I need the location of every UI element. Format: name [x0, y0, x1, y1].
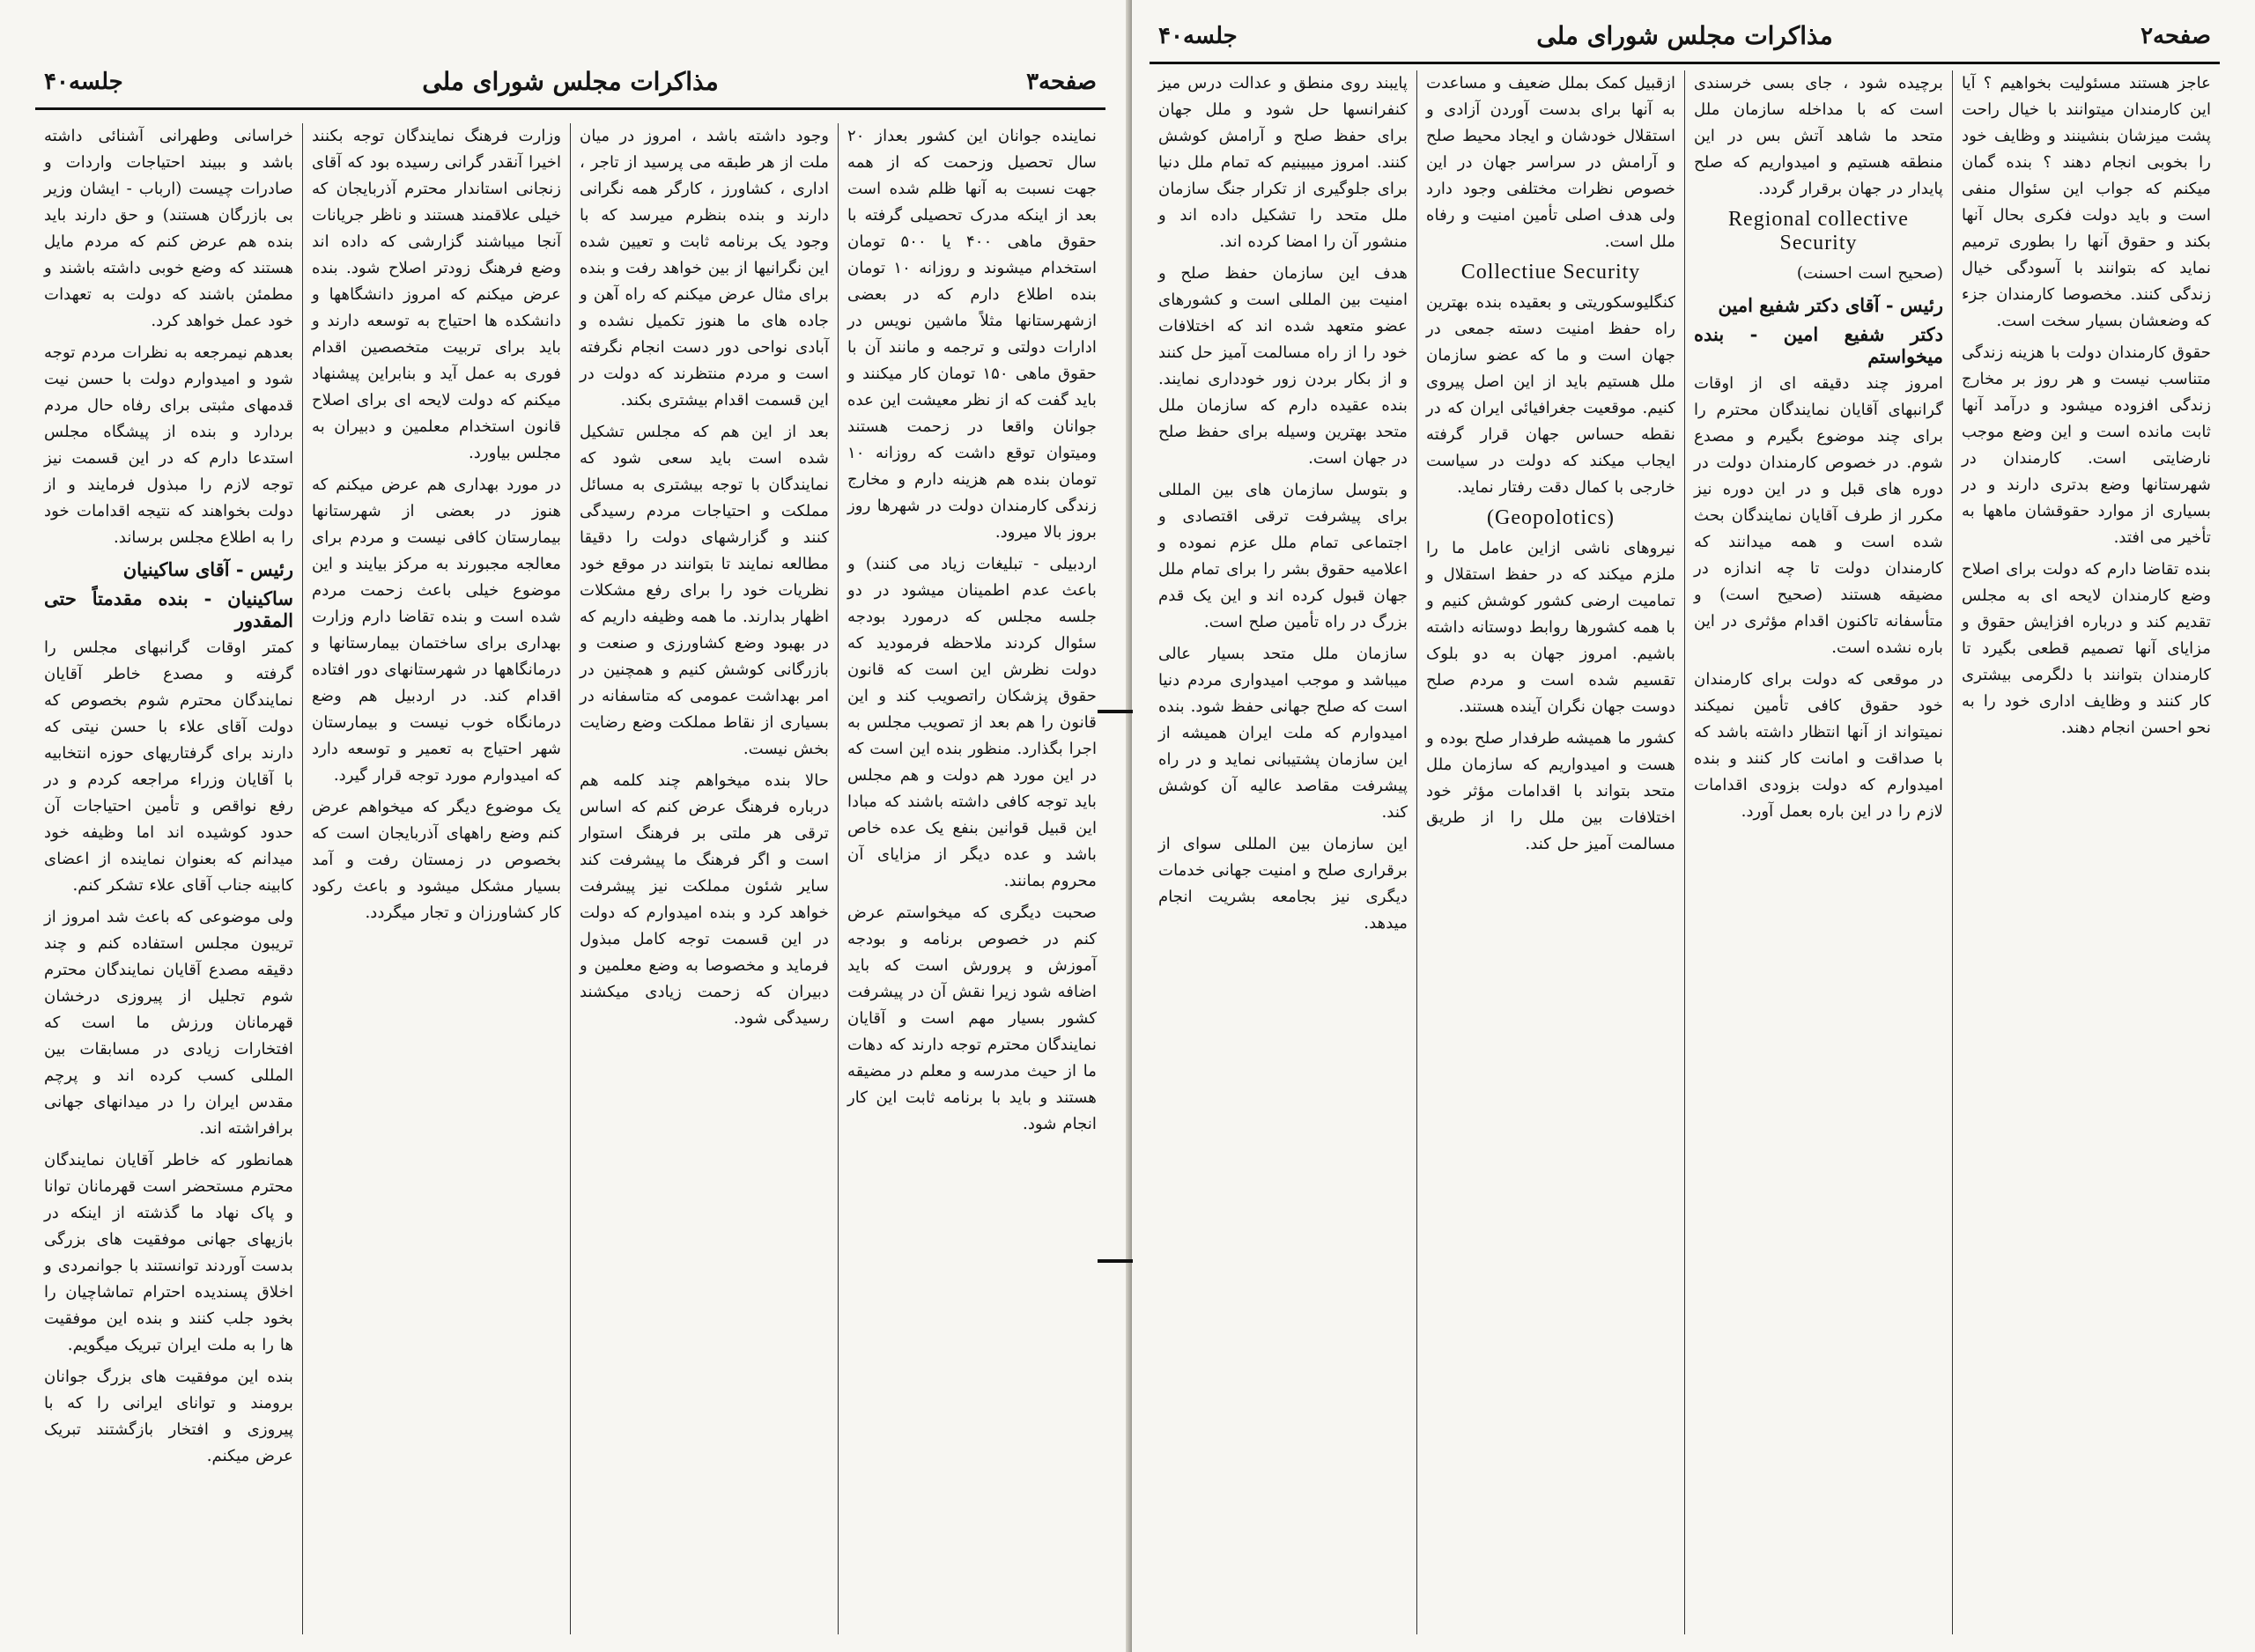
right-page-columns — [1150, 70, 2220, 1634]
paragraph: این سازمان بین المللی سوای از برقراری صلح و امنیت جهانی خدمات دیگری نیز بجامعه بشریت انجام میدهد. — [1158, 835, 1408, 933]
paragraph: صحبت دیگری که میخواستم عرض کنم در خصوص برنامه و بودجه آموزش و پرورش است که باید اضافه شود زیرا نقش آن در پیشرفت کشور بسیار مهم است و آقایان نمایندگان محترم توجه دارند که دهات ما از حیث مدرسه و معلم در مضیقه هستند و باید با برنامه ثابت این کار انجام شود. — [847, 903, 1097, 1133]
speaker-heading: رئیس - آقای دکتر شفیع امین — [1718, 294, 1943, 316]
paragraph: عاجز هستند مسئولیت بخواهیم ؟ آیا این کارمندان میتوانند با خیال راحت پشت میزشان بنشینند و وظایف خود را بخوبی انجام دهند ؟ بنده گمان میکنم که جواب این سئوال منفی است و باید دولت فکری بحال آنها بکند و حقوق آنها را بطوری ترمیم نماید که بتوانند با آسودگی خیال زندگی کنند. مخصوصا کارمندان جزء که وضعشان بسیار سخت است. — [1962, 74, 2211, 330]
page-number: صفحه۲ — [2140, 23, 2211, 49]
right-page-header — [1150, 16, 2220, 64]
paragraph: حقوق کارمندان دولت با هزینه زندگی متناسب نیست و هر روز بر مخارج زندگی افزوده میشود و درآمد آنها ثابت مانده است و این وضع موجب نارضایتی است. کارمندان در شهرستانها وضع بدتری دارند و در بسیاری از موارد حقوقشان ماهها به تأخیر می افتد. — [1962, 343, 2211, 547]
text-column — [302, 123, 570, 1634]
left-page-columns — [35, 123, 1105, 1634]
speaker-heading: ساکینیان - بنده مقدمتاً حتی المقدور — [44, 587, 293, 631]
paragraph: در مورد بهداری هم عرض میکنم که هنوز در بعضی از شهرستانها بیمارستان کافی نیست و مردم برای معالجه مجبورند به مرکز بیایند و این موضوع خیلی باعث زحمت مردم شده است و بنده تقاضا دارم وزارت بهداری برای ساختمان بیمارستانها و درمانگاهها در شهرستانهای دور افتاده اقدام کند. در اردبیل هم وضع درمانگاه خوب نیست و بیمارستان شهر احتیاج به تعمیر و توسعه دارد که امیدوارم مورد توجه قرار گیرد. — [312, 476, 561, 785]
paragraph: کنگلیوسکوریتی و بعقیده بنده بهترین راه حفظ امنیت دسته جمعی در جهان است و ما که عضو سازمان ملل هستیم باید از این اصل پیروی کنیم. موقعیت جغرافیائی ایران که در نقطه حساس جهان قرار گرفته ایجاب میکند که دولت در سیاست خارجی با کمال دقت رفتار نماید. — [1426, 293, 1675, 497]
text-column — [838, 123, 1105, 1634]
latin-term: (Geopolotics) — [1487, 506, 1615, 529]
paragraph: سازمان ملل متحد بسیار عالی میباشد و موجب امیدواری مردم دنیا است که صلح جهانی حفظ شود. بنده امیدوارم که ملت ایران همیشه از این سازمان پشتیبانی نماید و در راه پیشرفت مقاصد عالیه آن کوشش کند. — [1158, 645, 1408, 822]
paragraph: کمتر اوقات گرانبهای مجلس را گرفته و مصدع خاطر آقایان نمایندگان محترم شوم بخصوص که دولت آقای علاء با حسن نیتی که دارند برای گرفتاریهای حوزه انتخابیه با آقایان وزراء مراجعه کردم و در رفع نواقص و تأمین احتیاجات آن حدود کوشیده اند اما وظیفه خود میدانم که بعنوان نماینده از اعضای کابینه جناب آقای علاء تشکر کنم. — [44, 638, 293, 895]
paragraph: امروز چند دقیقه ای از اوقات گرانبهای آقایان نمایندگان محترم را برای چند موضوع بگیرم و مصدع شوم. در خصوص کارمندان دولت در دوره های قبل و در این دوره نیز مکرر از طرف آقایان نمایندگان بحث شده است و همه میدانند که کارمندان دولت تا چه اندازه در مضیقه هستند (صحیح است) و متأسفانه تاکنون اقدام مؤثری در این باره نشده است. — [1694, 374, 1943, 657]
paragraph: نیروهای ناشی ازاین عامل ما را ملزم میکند که در حفظ استقلال و تمامیت ارضی کشور کوشش کنیم و با همه کشورها روابط دوستانه داشته باشیم. امروز جهان به دو بلوک تقسیم شده است و مردم صلح دوست جهان نگران آینده هستند. — [1426, 539, 1675, 716]
paragraph: یک موضوع دیگر که میخواهم عرض کنم وضع راههای آذربایجان است که بخصوص در زمستان رفت و آمد بسیار مشکل میشود و باعث رکود کار کشاورزان و تجار میگردد. — [312, 798, 561, 922]
text-column — [35, 123, 302, 1634]
page-title: مذاکرات مجلس شورای ملی — [422, 67, 719, 96]
page-title: مذاکرات مجلس شورای ملی — [1536, 21, 1833, 50]
paragraph: بنده تقاضا دارم که دولت برای اصلاح وضع کارمندان لایحه ای به مجلس تقدیم کند و درباره افزایش حقوق و مزایای آنها تصمیم قطعی بگیرد تا کارمندان بتوانند با دلگرمی بیشتری کار کنند و وظایف اداری خود را به نحو احسن انجام دهند. — [1962, 560, 2211, 737]
paragraph: پایبند روی منطق و عدالت درس میز کنفرانسها حل شود و ملل جهان برای حفظ صلح و آرامش کوشش کنند. امروز میبینیم که تمام ملل دنیا برای جلوگیری از تکرار جنگ سازمان ملل متحد را تشکیل داده اند و منشور آن را امضا کرده اند. — [1158, 74, 1408, 251]
paragraph: بعدهم نیمرجعه به نظرات مردم توجه شود و امیدوارم دولت با حسن نیت قدمهای مثبتی برای رفاه حال مردم بردارد و بنده از پیشگاه مجلس استدعا دارم که در این قسمت نیز توجه لازم را مبذول فرمایند و از دولت بخواهند که نتیجه اقدامات خود را به اطلاع مجلس برساند. — [44, 343, 293, 547]
paragraph: وزارت فرهنگ نمایندگان توجه بکنند اخیرا آنقدر گرانی رسیده بود که آقای زنجانی استاندار محترم آذربایجان که خیلی علاقمند هستند و ناظر جریانات آنجا میباشند گزارشی که داده اند وضع فرهنگ زودتر اصلاح شود. بنده عرض میکنم که امروز دانشگاهها و دانشکده ها احتیاج به توسعه دارند و باید برای تربیت متخصصین اقدام فوری به عمل آید و بنابراین پیشنهاد میکنم که دولت لایحه ای برای اصلاح قانون استخدام معلمین و دبیران به مجلس بیاورد. — [312, 127, 561, 462]
text-column — [1150, 70, 1416, 1634]
paragraph: وجود داشته باشد ، امروز در میان ملت از هر طبقه می پرسید از تاجر ، اداری ، کشاورز ، کارگر همه نگرانی دارند و بنده بنظرم میرسد که با وجود یک برنامه ثابت و تعیین شده این نگرانیها از بین خواهد رفت و بنده برای مثال عرض میکنم که راه آهن و جاده های ما هنوز تکمیل نشده و آبادی نواحی دور دست انجام نگرفته است و مردم منتظرند که دولت در این قسمت اقدام بیشتری بکند. — [580, 127, 829, 409]
paragraph: کشور ما همیشه طرفدار صلح بوده و هست و امیدواریم که سازمان ملل متحد بتواند با اقدامات مؤثر خود اختلافات بین ملل را از طریق مسالمت آمیز حل کند. — [1426, 729, 1675, 853]
paragraph: ازقبیل کمک بملل ضعیف و مساعدت به آنها برای بدست آوردن آزادی و استقلال خودشان و ایجاد محیط صلح و آرامش در سراسر جهان در این خصوص نظرات مختلفی وجود دارد ولی هدف اصلی تأمین امنیت و رفاه ملل است. — [1426, 74, 1675, 251]
paragraph: هدف این سازمان حفظ صلح و امنیت بین المللی است و کشورهای عضو متعهد شده اند که اختلافات خود را از راه مسالمت آمیز حل کنند و از بکار بردن زور خودداری نمایند. بنده عقیده دارم که سازمان ملل متحد بهترین وسیله برای حفظ صلح در جهان است. — [1158, 264, 1408, 468]
left-page-header — [35, 62, 1105, 110]
speaker-heading: دکتر شفیع امین - بنده میخواستم — [1694, 323, 1943, 367]
fold-mark — [1098, 1259, 1133, 1263]
speaker-heading: رئیس - آقای ساکینیان — [122, 558, 293, 580]
text-column — [570, 123, 838, 1634]
paragraph: اردبیلی - تبلیغات زیاد می کنند) و باعث عدم اطمینان میشود در دو جلسه مجلس که درمورد بودجه سئوال کردند ملاحظه فرمودید که دولت نظرش این است که قانون حقوق پزشکان راتصویب کند و این قانون را هم بعد از تصویب مجلس به اجرا بگذارد. منظور بنده این است که در این مورد هم دولت و هم مجلس باید توجه کافی داشته باشند که مبادا این قبیل قوانین بنفع یک عده خاص باشد و عده دیگر از مزایای آن محروم بمانند. — [847, 555, 1097, 890]
paragraph: همانطور که خاطر آقایان نمایندگان محترم مستحضر است قهرمانان توانا و پاک نهاد ما گذشته از اینکه در بازیهای جهانی موفقیت های بزرگی بدست آوردند توانستند با جوانمردی و اخلاق پسندیده احترام تماشاچیان را بخود جلب کنند و بنده این موفقیت ها را به ملت ایران تبریک میگویم. — [44, 1151, 293, 1354]
latin-term: Regional collective Security — [1728, 208, 1909, 254]
paragraph: و بتوسل سازمان های بین المللی برای پیشرفت ترقی اقتصادی و اجتماعی تمام ملل عزم نموده و اعلامیه حقوق بشر را برای تمام ملل جهان قبول کرده اند و این یک قدم بزرگ در راه تأمین صلح است. — [1158, 481, 1408, 631]
paragraph: برچیده شود ، جای بسی خرسندی است که با مداخله سازمان ملل متحد ما شاهد آتش بس در این منطقه هستیم و امیدواریم که صلح پایدار در جهان برقرار گردد. — [1694, 74, 1943, 198]
paragraph: (صحیح است احسنت) — [1796, 264, 1943, 283]
text-column — [1684, 70, 1952, 1634]
page-number: صفحه۳ — [1026, 69, 1097, 95]
text-column — [1416, 70, 1684, 1634]
paragraph: حالا بنده میخواهم چند کلمه هم درباره فرهنگ عرض کنم که اساس ترقی هر ملتی بر فرهنگ استوار است و اگر فرهنگ ما پیشرفت کند سایر شئون مملکت نیز پیشرفت خواهد کرد و بنده امیدوارم که دولت در این قسمت توجه کامل مبذول فرماید و مخصوصا به وضع معلمین و دبیران که زحمت زیادی میکشند رسیدگی شود. — [580, 771, 829, 1028]
fold-mark — [1098, 710, 1133, 713]
right-page — [1132, 0, 2255, 1652]
paragraph: در موقعی که دولت برای کارمندان خود حقوق کافی تأمین نمیکند نمیتواند از آنها انتظار داشته باشد که با صداقت و امانت کار کنند و بنده امیدوارم که دولت بزودی اقدامات لازم را در این باره بعمل آورد. — [1694, 670, 1943, 821]
paragraph: خراسانی وطهرانی آشنائی داشته باشد و ببیند احتیاجات واردات و صادرات چیست (ارباب - ایشان وزیر بی بازرگان هستند) و حق دارند باید بنده هم عرض کنم که مردم مایل هستند که وضع خوبی داشته باشند و مطمئن باشند که دولت به تعهدات خود عمل خواهد کرد. — [44, 127, 293, 330]
paragraph: بنده این موفقیت های بزرگ جوانان برومند و توانای ایرانی را که با پیروزی و افتخار بازگشتند تبریک عرض میکنم. — [44, 1368, 293, 1465]
paragraph: نماینده جوانان این کشور بعداز ۲۰ سال تحصیل وزحمت که از همه جهت نسبت به آنها ظلم شده است بعد از اینکه مدرک تحصیلی گرفته با حقوق ماهی ۴۰۰ یا ۵۰۰ تومان استخدام میشوند و روزانه ۱۰ تومان بنده اطلاع دارم که در بعضی ازشهرستانها مثلاً ماشین نویس در ادارات دولتی و ترجمه و مانند آن با حقوق ماهی ۱۵۰ تومان کار میکنند و باید گفت که از نظر معیشت این عده جوانان واقعا در زحمت هستند ومیتوان توقع داشت که روزانه ۱۰ تومان بنده هم هزینه دارم و مخارج زندگی کارمندان دولت در شهرها روز بروز بالا میرود. — [847, 127, 1097, 542]
paragraph: بعد از این هم که مجلس تشکیل شده است باید سعی شود که نمایندگان با توجه بیشتری به مسائل مملکت و احتیاجات مردم رسیدگی کنند و گزارشهای دولت را دقیقا مطالعه نمایند تا بتوانند در موقع خود نظریات خود را برای رفع مشکلات اظهار بدارند. ما همه وظیفه داریم که در بهبود وضع کشاورزی و صنعت و بازرگانی کوشش کنیم و همچنین در امر بهداشت عمومی که متاسفانه در بسیاری از نقاط مملکت وضع رضایت بخش نیست. — [580, 423, 829, 758]
session-number: جلسه۴۰ — [1158, 23, 1238, 49]
session-number: جلسه۴۰ — [44, 69, 123, 95]
text-column — [1952, 70, 2220, 1634]
paragraph: ولی موضوعی که باعث شد امروز از تریبون مجلس استفاده کنم و چند دقیقه مصدع آقایان نمایندگان محترم شوم تجلیل از پیروزی درخشان قهرمانان ورزش ما است که افتخارات زیادی در مسابقات بین المللی کسب کرده اند و پرچم مقدس ایران را در میدانهای جهانی برافراشته اند. — [44, 908, 293, 1138]
latin-term: Collectiue Security — [1460, 261, 1641, 284]
